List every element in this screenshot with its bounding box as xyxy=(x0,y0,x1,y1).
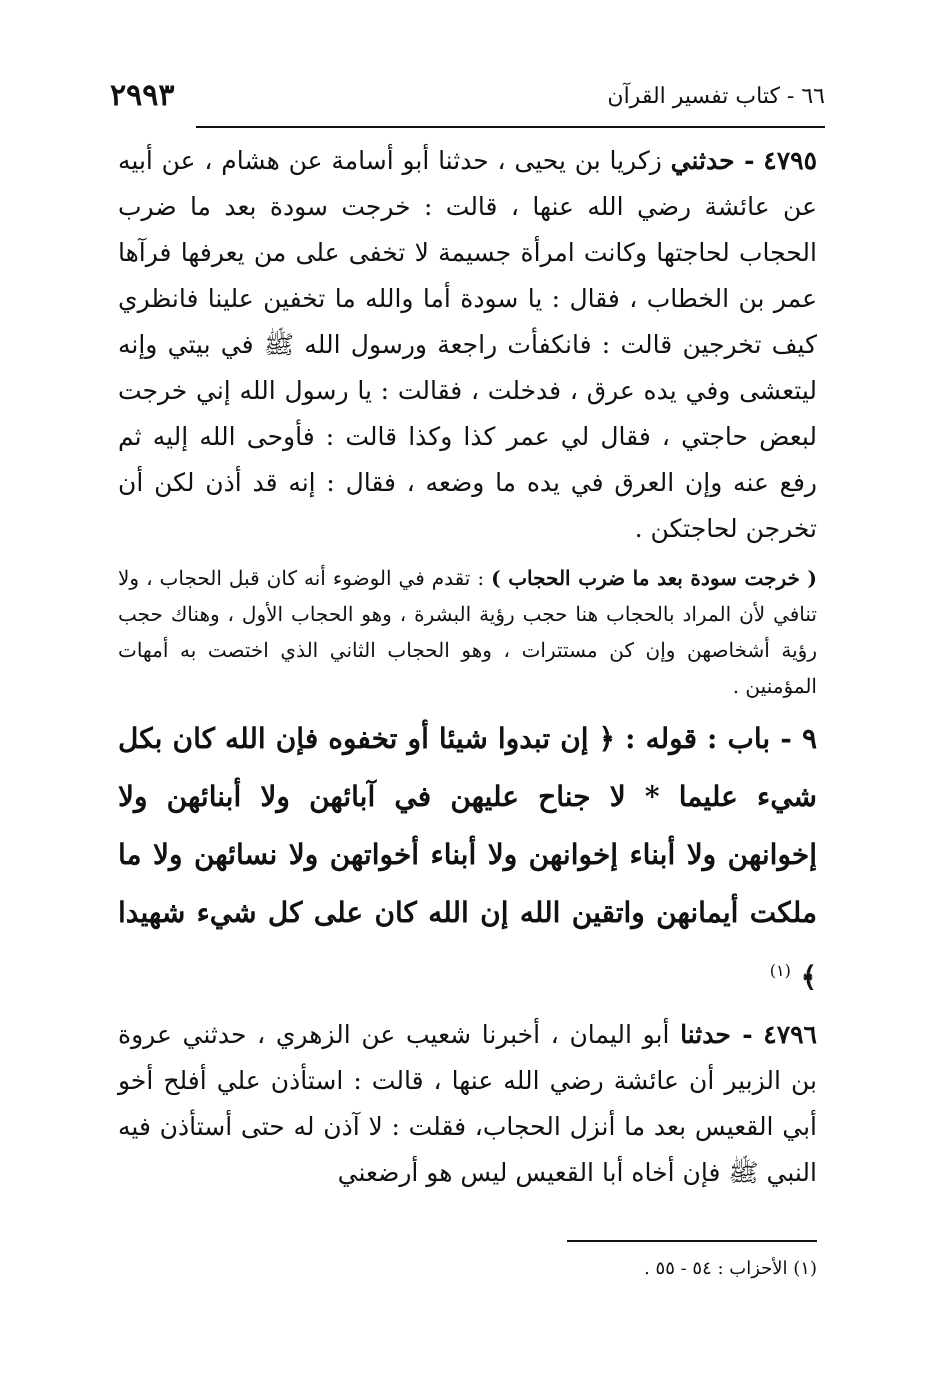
bab-text: ٩ - باب : قوله : ﴿ إن تبدوا شيئا أو تخفوه فإن الله كان بكل شيء عليما * لا جناح عليهن في آبائهن ولا أبنائهن ولا إخوانهن ولا أبناء إخوانهن ولا أبناء أخواتهن ولا نسائهن ولا ما ملكت أيمانهن واتقين الله إن الله كان على كل شيء شهيدا ﴾ xyxy=(118,722,817,994)
footnote-rule xyxy=(567,1240,817,1242)
hadith-text: أبو اليمان ، أخبرنا شعيب عن الزهري ، حدثني عروة بن الزبير أن عائشة رضي الله عنها ، قالت : استأذن علي أفلح أخو أبي القعيس بعد ما أنزل الحجاب، فقلت : لا آذن له حتى أستأذن فيه النبي ﷺ فإن أخاه أبا القعيس ليس هو أرضعني xyxy=(118,1020,817,1188)
commentary-phrase: ( خرجت سودة بعد ما ضرب الحجاب ) xyxy=(491,566,817,590)
hadith-number: ٤٧٩٦ xyxy=(763,1020,817,1050)
page-number: ٢٩٩٣ xyxy=(110,78,175,113)
chapter-heading-bab-9 xyxy=(118,710,817,1006)
commentary xyxy=(118,560,817,704)
footnote: (١) الأحزاب : ٥٤ - ٥٥ . xyxy=(644,1258,817,1279)
hadith-4795 xyxy=(118,138,817,552)
header-rule xyxy=(196,126,825,128)
hadith-lead: - حدثني xyxy=(670,146,755,175)
commentary-text: : تقدم في الوضوء أنه كان قبل الحجاب ، ولا تنافي لأن المراد بالحجاب هنا حجب رؤية البشرة ، وهو الحجاب الأول ، وهناك حجب رؤية أشخاصهن وإن كن مستترات ، وهو الحجاب الثاني الذي اختصت به أمهات المؤمنين . xyxy=(118,566,818,698)
hadith-number: ٤٧٩٥ xyxy=(763,146,817,175)
hadith-text: زكريا بن يحيى ، حدثنا أبو أسامة عن هشام ، عن أبيه عن عائشة رضي الله عنها ، قالت : خرجت سودة بعد ما ضرب الحجاب لحاجتها وكانت امرأة جسيمة لا تخفى على من يعرفها فرآها عمر بن الخطاب ، فقال : يا سودة أما والله ما تخفين علينا فانظري كيف تخرجين قالت : فانكفأت راجعة ورسول الله ﷺ في بيتي وإنه ليتعشى وفي يده عرق ، فدخلت ، فقالت : يا رسول الله إني خرجت لبعض حاجتي ، فقال لي عمر كذا وكذا قالت : فأوحى الله إليه ثم رفع عنه وإن العرق في يده ما وضعه ، فقال : إنه قد أذن لكن أن تخرجن لحاجتكن . xyxy=(118,146,817,543)
footnote-reference: (١) xyxy=(769,961,791,980)
hadith-4796 xyxy=(118,1012,817,1196)
chapter-title: ٦٦ - كتاب تفسير القرآن xyxy=(607,84,825,109)
hadith-lead: - حدثنا xyxy=(680,1020,753,1050)
page-header xyxy=(110,78,825,118)
main-content xyxy=(118,138,817,1196)
